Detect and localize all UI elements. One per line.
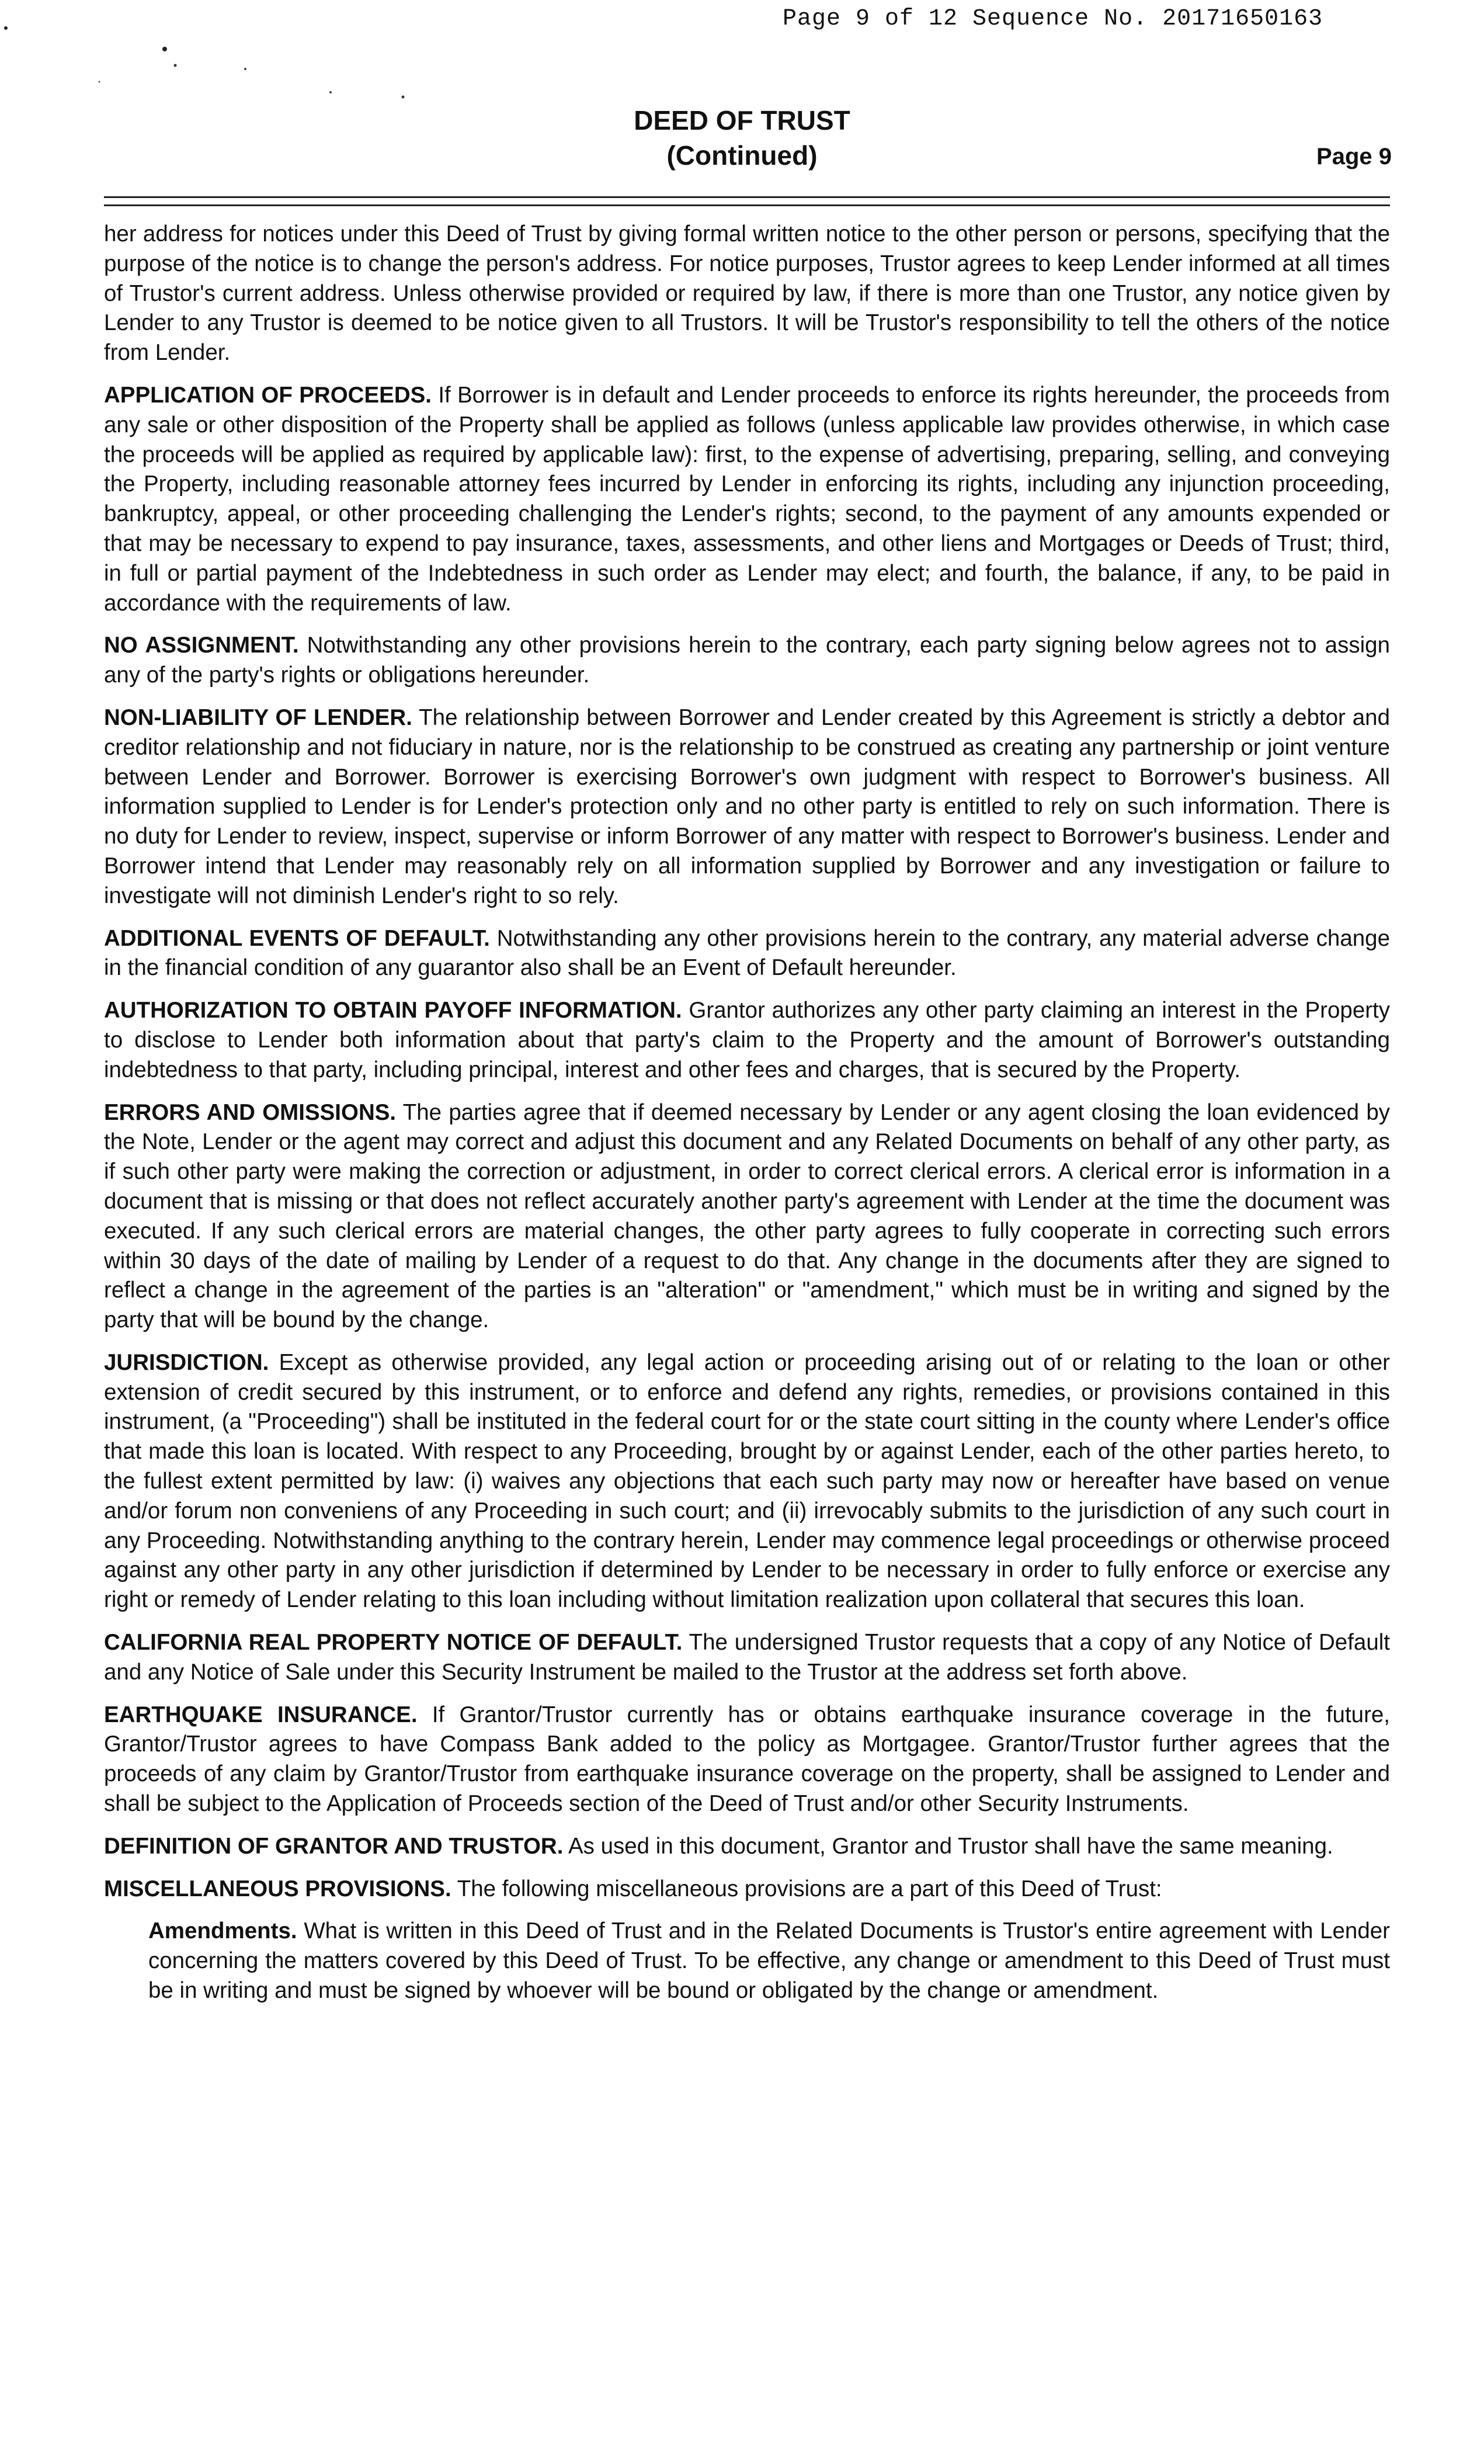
section-definition-grantor-trustor bbox=[104, 1832, 1390, 1862]
section-heading: AUTHORIZATION TO OBTAIN PAYOFF INFORMATION. bbox=[104, 998, 682, 1023]
section-jurisdiction bbox=[104, 1348, 1390, 1615]
section-heading: NO ASSIGNMENT. bbox=[104, 633, 299, 658]
section-text: The parties agree that if deemed necessary by Lender or any agent closing the loan evidenced by the Note, Lender or the agent may correct and adjust this document and any Related Documents on behalf of any other party, as if such other party were making the correction or adjustment, in order to correct clerical errors. A clerical error is information in a document that is missing or that does not reflect accurately another party's agreement with Lender at the time the document was executed. If any such clerical errors are material changes, the other party agrees to fully cooperate in correcting such errors within 30 days of the date of mailing by Lender of a request to do that. Any change in the documents after they are signed to reflect a change in the agreement of the parties is an "alteration" or "amendment," which must be in writing and signed by the party that will be bound by the change. bbox=[104, 1099, 1390, 1333]
section-text: The undersigned Trustor requests that a copy of any Notice of Default and any Notice of Sale under this Security Instrument be mailed to the Trustor at the address set forth above. bbox=[104, 1630, 1390, 1685]
subsection-heading: Amendments. bbox=[148, 1918, 297, 1944]
section-heading: JURISDICTION. bbox=[104, 1349, 269, 1375]
scan-specks bbox=[0, 0, 467, 117]
intro-paragraph: her address for notices under this Deed of Trust by giving formal written notice to the other person or persons, specifying that the purpose of the notice is to change the person's address. For notice purposes, Trustor agrees to keep Lender informed at all times of Trustor's current address. Unless otherwise provided or required by law, if there is more than one Trustor, any notice given by Lender to any Trustor is deemed to be notice given to all Trustors. It will be Trustor's responsibility to tell the others of the notice from Lender. bbox=[104, 221, 1390, 366]
section-non-liability-of-lender bbox=[104, 703, 1390, 911]
section-text: The relationship between Borrower and Lender created by this Agreement is strictly a debtor and creditor relationship and not fiduciary in nature, nor is the relationship to be construed as creating any partnership or joint venture between Lender and Borrower. Borrower is exercising Borrower's own judgment with respect to Borrower's business. All information supplied to Lender is for Lender's protection only and no other party is entitled to rely on such information. There is no duty for Lender to review, inspect, supervise or inform Borrower of any matter with respect to Borrower's business. Lender and Borrower intend that Lender may reasonably rely on all information supplied by Borrower and any investigation or failure to investigate will not diminish Lender's right to so rely. bbox=[104, 705, 1390, 908]
section-heading: EARTHQUAKE INSURANCE. bbox=[104, 1702, 418, 1727]
section-california-notice-of-default bbox=[104, 1628, 1390, 1688]
header-divider-top bbox=[104, 196, 1390, 198]
section-heading: ADDITIONAL EVENTS OF DEFAULT. bbox=[104, 925, 490, 951]
section-heading: MISCELLANEOUS PROVISIONS. bbox=[104, 1876, 451, 1901]
subsection-text: What is written in this Deed of Trust and in the Related Documents is Trustor's entire agreement with Lender concerning the matters covered by this Deed of Trust. To be effective, any change or amendment to this Deed of Trust must be in writing and must be signed by whoever will be bound or obligated by the change or amendment. bbox=[148, 1918, 1390, 2004]
speck bbox=[244, 68, 246, 70]
document-title: DEED OF TRUST bbox=[634, 105, 850, 136]
section-errors-and-omissions bbox=[104, 1098, 1390, 1335]
section-text: If Grantor/Trustor currently has or obtains earthquake insurance coverage in the future, Grantor/Trustor agrees to have Compass Bank added to the policy as Mortgagee. Grantor/Trustor further agrees that the proceeds of any claim by Grantor/Trustor from earthquake insurance coverage on the property, shall be assigned to Lender and shall be subject to the Application of Proceeds section of the Deed of Trust and/or other Security Instruments. bbox=[104, 1702, 1390, 1817]
subsection-amendments bbox=[148, 1917, 1390, 2005]
section-heading: ERRORS AND OMISSIONS. bbox=[104, 1099, 397, 1125]
section-text: If Borrower is in default and Lender proceeds to enforce its rights hereunder, the proceeds from any sale or other disposition of the Property shall be applied as follows (unless applicable law provides otherwise, in which case the proceeds will be applied as required by applicable law): first, to the expense of advertising, preparing, selling, and conveying the Property, including reasonable attorney fees incurred by Lender in enforcing its rights, including any injunction proceeding, bankruptcy, appeal, or other proceeding challenging the Lender's rights; second, to the payment of any amounts expended or that may be necessary to expend to pay insurance, taxes, assessments, and other liens and Mortgages or Deeds of Trust; third, in full or partial payment of the Indebtedness in such order as Lender may elect; and fourth, the balance, if any, to be paid in accordance with the requirements of law. bbox=[104, 382, 1390, 616]
document-body bbox=[104, 220, 1390, 2006]
speck bbox=[99, 81, 100, 83]
sequence-number-line: Page 9 of 12 Sequence No. 20171650163 bbox=[783, 6, 1323, 32]
section-text: Grantor authorizes any other party claiming an interest in the Property to disclose to Lender both information about that party's claim to the Property and the amount of Borrower's outstanding indebtedness to that party, including principal, interest and other fees and charges, that is secured by the Property. bbox=[104, 998, 1390, 1082]
page-number-label: Page 9 bbox=[1316, 144, 1392, 169]
header-divider-bottom bbox=[104, 204, 1390, 206]
section-heading: NON-LIABILITY OF LENDER. bbox=[104, 705, 412, 730]
speck bbox=[4, 26, 8, 30]
speck bbox=[174, 64, 177, 67]
section-heading: CALIFORNIA REAL PROPERTY NOTICE OF DEFAULT. bbox=[104, 1630, 683, 1656]
speck bbox=[402, 96, 405, 99]
section-authorization-payoff-information bbox=[104, 996, 1390, 1085]
section-text: The following miscellaneous provisions are a part of this Deed of Trust: bbox=[457, 1876, 1162, 1901]
section-text: Except as otherwise provided, any legal action or proceeding arising out of or relating to the loan or other extension of credit secured by this instrument, or to enforce and defend any rights, remedies, or provisions contained in this instrument, (a "Proceeding") shall be instituted in the federal court for or the state court sitting in the county where Lender's office that made this loan is located. With respect to any Proceeding, brought by or against Lender, each of the other parties hereto, to the fullest extent permitted by law: (i) waives any objections that each such party may now or hereafter have based on venue and/or forum non conveniens of any Proceeding in such court; and (ii) irrevocably submits to the jurisdiction of any such court in any Proceeding. Notwithstanding anything to the contrary herein, Lender may commence legal proceedings or otherwise proceed against any other party in any other jurisdiction if determined by Lender to be necessary in order to fully enforce or exercise any right or remedy of Lender relating to this loan including without limitation realization upon collateral that secures this loan. bbox=[104, 1349, 1390, 1613]
section-text: As used in this document, Grantor and Trustor shall have the same meaning. bbox=[568, 1833, 1333, 1859]
section-text: Notwithstanding any other provisions herein to the contrary, any material adverse change in the financial condition of any guarantor also shall be an Event of Default hereunder. bbox=[104, 925, 1390, 981]
document-subtitle: (Continued) bbox=[666, 140, 818, 171]
speck bbox=[162, 47, 167, 51]
speck bbox=[329, 91, 332, 93]
section-earthquake-insurance bbox=[104, 1700, 1390, 1819]
section-miscellaneous-provisions bbox=[104, 1875, 1390, 1904]
section-heading: APPLICATION OF PROCEEDS. bbox=[104, 382, 432, 408]
section-application-of-proceeds bbox=[104, 381, 1390, 618]
section-text: Notwithstanding any other provisions herein to the contrary, each party signing below agrees not to assign any of the party's rights or obligations hereunder. bbox=[104, 633, 1390, 688]
section-additional-events-of-default bbox=[104, 924, 1390, 984]
section-heading: DEFINITION OF GRANTOR AND TRUSTOR. bbox=[104, 1833, 564, 1859]
section-no-assignment bbox=[104, 631, 1390, 690]
